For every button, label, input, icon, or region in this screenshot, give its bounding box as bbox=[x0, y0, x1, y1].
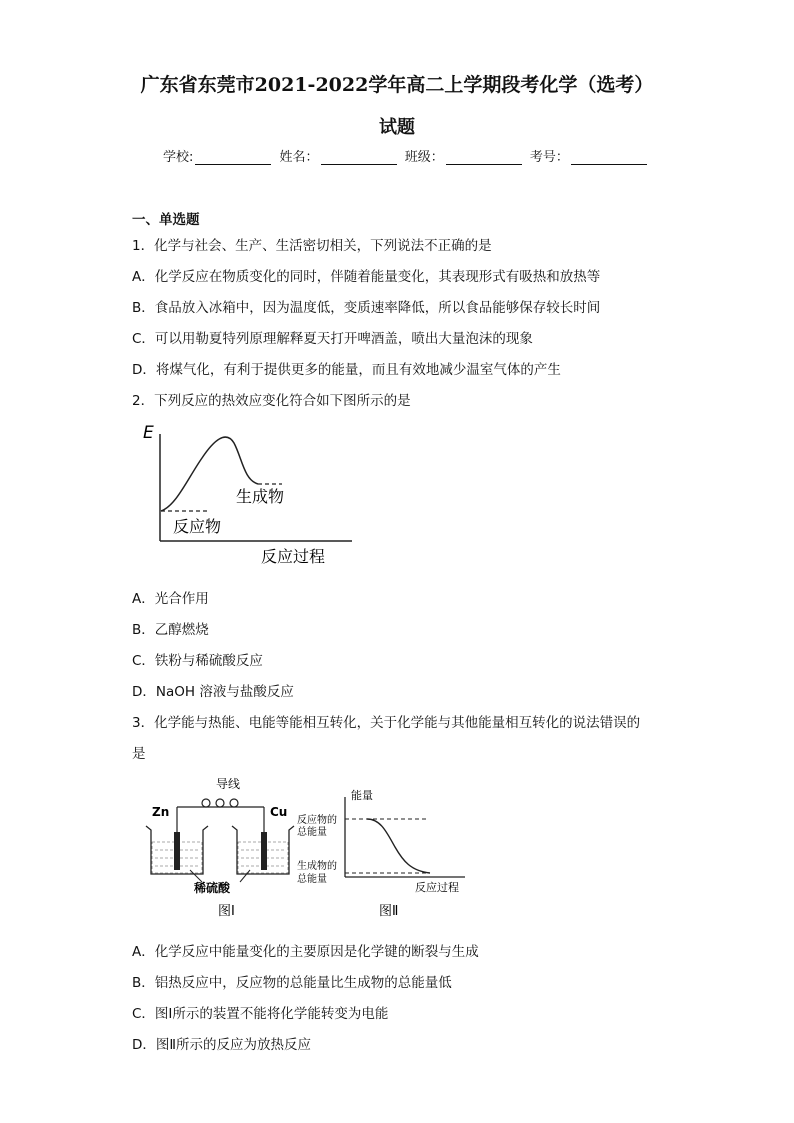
q3-reactant-energy-label-2: 总能量 bbox=[297, 827, 327, 838]
q1-option-a: A．化学反应在物质变化的同时，伴随着能量变化，其表现形式有吸热和放热等 bbox=[132, 269, 601, 285]
q1-option-d: D．将煤气化，有利于提供更多的能量，而且有效地减少温室气体的产生 bbox=[132, 362, 561, 378]
q3-figure-galvanic-cell bbox=[140, 772, 320, 922]
q2-energy-diagram bbox=[140, 418, 360, 570]
q3-wire-node-3 bbox=[230, 799, 238, 807]
exam-title-line2: 试题 bbox=[379, 117, 415, 138]
q3-wire-label: 导线 bbox=[216, 777, 241, 791]
q3-cu-electrode bbox=[261, 832, 267, 870]
q2-option-d: D．NaOH 溶液与盐酸反应 bbox=[132, 684, 294, 700]
q3-zn-electrode bbox=[174, 832, 180, 870]
q3-fig2-y-axis-label: 能量 bbox=[351, 789, 373, 802]
q3-fig2-caption: 图Ⅱ bbox=[379, 904, 399, 919]
q2-x-axis-label: 反应过程 bbox=[261, 547, 326, 566]
q3-wire-node-1 bbox=[202, 799, 210, 807]
q2-product-label: 生成物 bbox=[236, 487, 285, 506]
q3-product-energy-label-2: 总能量 bbox=[297, 874, 327, 885]
q3-option-d: D．图Ⅱ所示的反应为放热反应 bbox=[132, 1037, 312, 1053]
q3-figure-energy-profile bbox=[295, 785, 475, 922]
class-blank[interactable] bbox=[446, 151, 522, 165]
q3-fig1-caption: 图Ⅰ bbox=[218, 904, 235, 919]
q3-reactant-energy-label-1: 反应物的 bbox=[297, 815, 337, 826]
q2-option-c: C．铁粉与稀硫酸反应 bbox=[132, 653, 263, 669]
q3-cu-label: Cu bbox=[270, 805, 288, 819]
q3-zn-label: Zn bbox=[152, 805, 170, 819]
number-blank[interactable] bbox=[571, 151, 647, 165]
school-label: 学校: bbox=[163, 150, 194, 165]
q3-wire-node-2 bbox=[216, 799, 224, 807]
name-blank[interactable] bbox=[321, 151, 397, 165]
exam-title-line1: 广东省东莞市2021-2022学年高二上学期段考化学（选考） bbox=[140, 74, 654, 96]
q3-acid-label: 稀硫酸 bbox=[194, 881, 231, 895]
q3-fig2-x-axis-label: 反应过程 bbox=[415, 881, 459, 894]
q1-stem: 1．化学与社会、生产、生活密切相关，下列说法不正确的是 bbox=[132, 238, 492, 254]
number-label: 考号： bbox=[529, 150, 569, 165]
q2-option-a: A．光合作用 bbox=[132, 591, 209, 607]
q1-option-c: C．可以用勒夏特列原理解释夏天打开啤酒盖，喷出大量泡沫的现象 bbox=[132, 331, 533, 347]
section-heading: 一、单选题 bbox=[132, 212, 200, 228]
q3-stem-line2: 是 bbox=[132, 746, 146, 762]
q3-option-c: C．图Ⅰ所示的装置不能将化学能转变为电能 bbox=[132, 1006, 389, 1022]
student-info-row bbox=[163, 146, 651, 165]
q1-option-b: B．食品放入冰箱中，因为温度低，变质速率降低，所以食品能够保存较长时间 bbox=[132, 300, 601, 316]
q3-option-b: B．铝热反应中，反应物的总能量比生成物的总能量低 bbox=[132, 975, 452, 991]
school-blank[interactable] bbox=[195, 151, 271, 165]
q2-stem: 2．下列反应的热效应变化符合如下图所示的是 bbox=[132, 393, 411, 409]
q2-y-axis-label: E bbox=[143, 423, 154, 443]
q3-option-a: A．化学反应中能量变化的主要原因是化学键的断裂与生成 bbox=[132, 944, 479, 960]
q2-reactant-label: 反应物 bbox=[173, 517, 222, 536]
q3-stem-line1: 3．化学能与热能、电能等能相互转化，关于化学能与其他能量相互转化的说法错误的 bbox=[132, 715, 641, 731]
class-label: 班级： bbox=[404, 150, 444, 165]
q3-product-energy-label-1: 生成物的 bbox=[297, 861, 337, 872]
name-label: 姓名： bbox=[279, 150, 319, 165]
q2-option-b: B．乙醇燃烧 bbox=[132, 622, 209, 638]
q3-fig2-energy-curve bbox=[367, 819, 430, 873]
